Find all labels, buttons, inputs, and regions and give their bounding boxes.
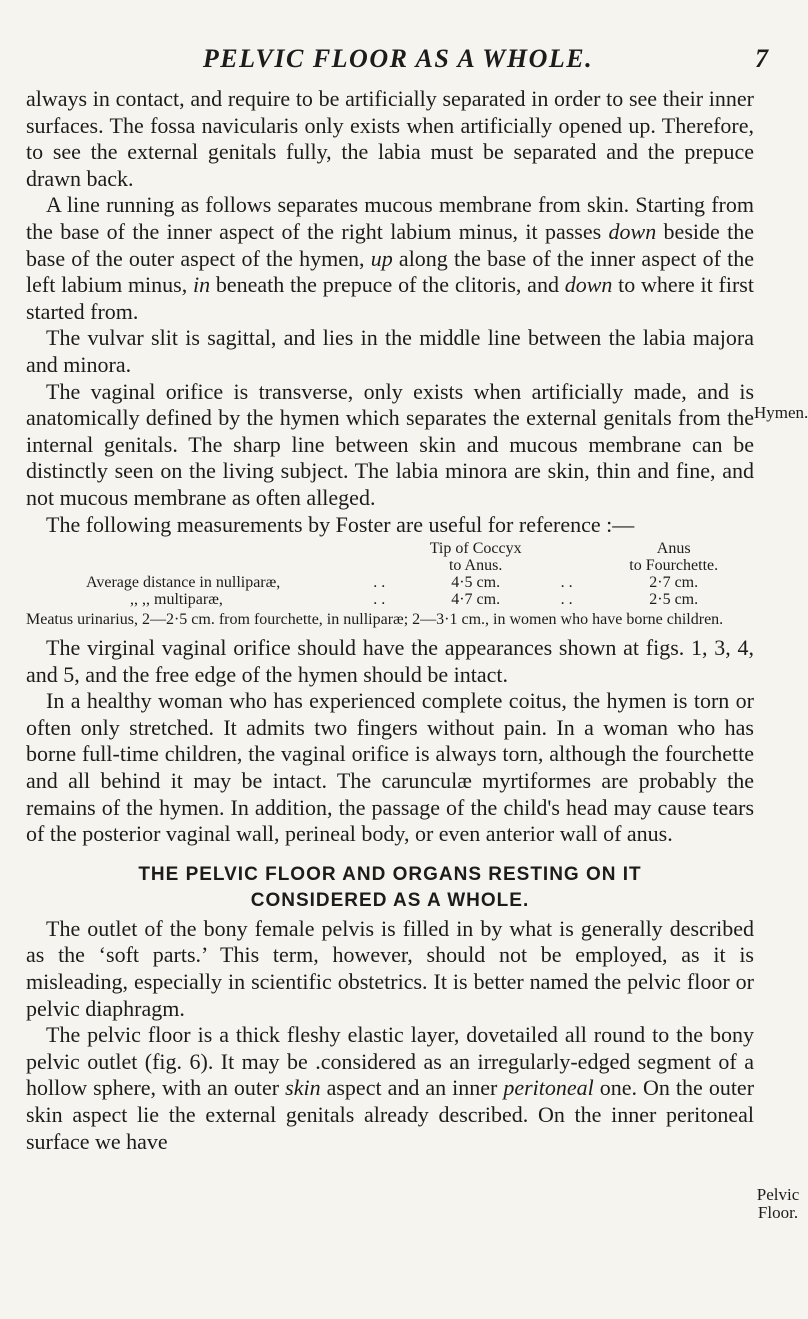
margin-note-pelvic-floor: Pelvic Floor. <box>756 1185 800 1222</box>
page-header <box>26 44 770 74</box>
paragraph-5: The following measurements by Foster are useful for reference :— <box>46 511 635 537</box>
paragraph-8: The outlet of the bony female pelvis is filled in by what is generally described as the ‘soft parts.’ This term, however, should not be employed, as it is misleading, especially in scientific obstetrics. It is better named the pelvic floor or pelvic diaphragm. <box>26 915 754 1021</box>
measurement-row: ,, ,, multiparæ, . . 4·7 cm. . . 2·5 cm. <box>26 591 754 608</box>
measurement-label: ,, ,, multiparæ, <box>130 591 223 609</box>
measurement-value-1: 4·5 cm. <box>451 574 501 592</box>
page-number: 7 <box>755 44 768 73</box>
paragraph-6: The virginal vaginal orifice should have the appearances shown at figs. 1, 3, 4, and 5, and the free edge of the hymen should be intact. <box>26 635 754 687</box>
col1-header-1: Tip of Coccyx <box>429 540 522 558</box>
measurement-value-2: 2·7 cm. <box>649 574 699 592</box>
margin-note-hymen: Hymen. <box>754 403 808 422</box>
measurements-table <box>26 540 754 608</box>
col2-header-2: to Fourchette. <box>629 557 719 575</box>
paragraph-1: always in contact, and require to be artificially separated in order to see their inner surfaces. The fossa navicularis only exists when artificially opened up. Therefore, to see the external genitals fully, the labia must be separated and the prepuce drawn back. <box>26 86 754 191</box>
col1-header-2: to Anus. <box>448 557 503 575</box>
measurements-header-row-2 <box>26 557 754 574</box>
measurement-value-1: 4·7 cm. <box>451 591 501 609</box>
section-heading: THE PELVIC FLOOR AND ORGANS RESTING ON IT CONSIDERED AS A WHOLE. <box>138 863 642 911</box>
measurement-label: Average distance in nulliparæ, <box>86 574 281 592</box>
paragraph-7: In a healthy woman who has experienced complete coitus, the hymen is torn or often only stretched. It admits two fingers without pain. In a woman who has borne full-time children, the vaginal orifice is always torn, although the fourchette and all behind it may be intact. The carunculæ myrtiformes are probably the remains of the hymen. In addition, the passage of the child's head may cause tears of the posterior vaginal wall, perineal body, or even anterior wall of anus. <box>26 688 754 847</box>
measurement-row: Average distance in nulliparæ, . . 4·5 cm. . . 2·7 cm. <box>26 574 754 591</box>
paragraph-4: The vaginal orifice is transverse, only exists when artificially made, and is anatomically defined by the hymen which separates the external genitals from the internal genitals. The sharp line between skin and mucous membrane can be distinctly seen on the living subject. The labia minora are skin, thin and fine, and not mucous membrane as often alleged. <box>26 378 754 510</box>
measurements-header-row-1 <box>26 540 754 557</box>
paragraph-9: The pelvic floor is a thick fleshy elastic layer, dovetailed all round to the bony pelvic outlet (fig. 6). It may be .considered as an irregularly-edged segment of a hollow sphere, with an outer skin aspect and an inner peritoneal one. On the outer skin aspect lie the external genitals already described. On the inner peritoneal surface we have <box>26 1022 755 1154</box>
body-text <box>26 86 754 1155</box>
running-title: PELVIC FLOOR AS A WHOLE. <box>202 44 594 73</box>
paragraph-3: The vulvar slit is sagittal, and lies in the middle line between the labia majora and minora. <box>26 325 754 377</box>
paragraph-2: A line running as follows separates mucous membrane from skin. Starting from the base of the inner aspect of the right labium minus, it passes down beside the base of the outer aspect of the hymen, up along the base of the inner aspect of the left labium minus, in beneath the prepuce of the clitoris, and down to where it first started from. <box>26 192 755 324</box>
col2-header-1: Anus <box>656 540 691 558</box>
measurement-note: Meatus urinarius, 2—2·5 cm. from fourchette, in nulliparæ; 2—3·1 cm., in women who have borne children. <box>26 611 724 629</box>
measurement-value-2: 2·5 cm. <box>649 591 699 609</box>
